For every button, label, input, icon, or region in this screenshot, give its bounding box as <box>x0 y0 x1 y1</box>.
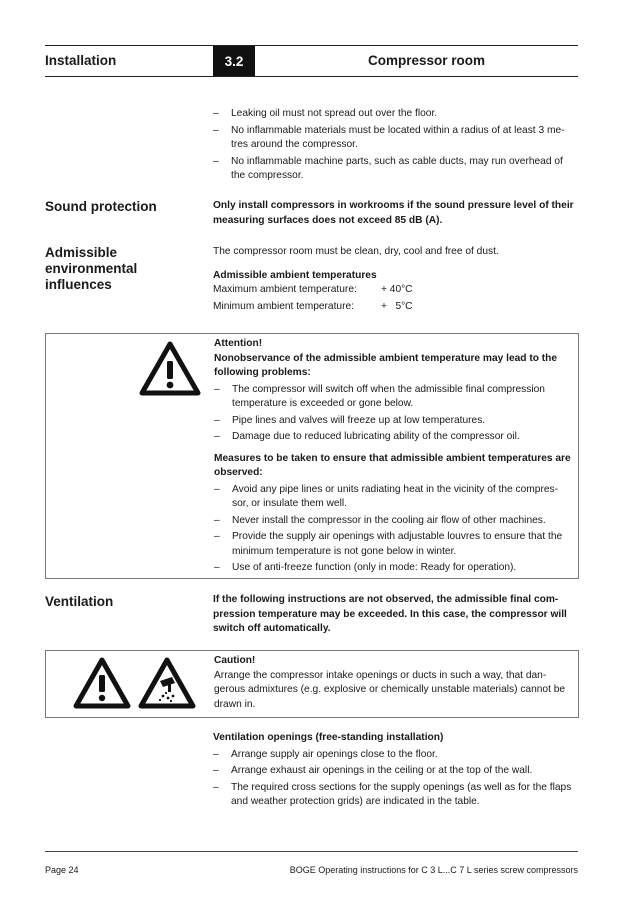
ventilation-text: If the following instructions are not observed, the admissible final com-pression temperature may be exceeded. In this case, the compressor will switch off automatically. <box>213 594 567 634</box>
caution-content <box>214 654 574 712</box>
list-item: – Use of anti-freeze function (only in mode: Ready for operation). <box>214 562 517 573</box>
openings-heading: Ventilation openings (free-standing installation) <box>213 732 444 743</box>
temperature-table <box>213 283 413 317</box>
page-number: Page 24 <box>45 865 79 875</box>
header-title: Compressor room <box>368 53 486 68</box>
footer-rule <box>45 851 578 852</box>
ventilation-heading: Ventilation <box>45 594 114 609</box>
table-row: Maximum ambient temperature: + 40°C <box>213 284 413 295</box>
list-item: – Damage due to reduced lubricating ability of the compressor oil. <box>214 431 520 442</box>
environment-heading: Admissible environmental influences <box>45 245 138 292</box>
attention-lead: Nonobservance of the admissible ambient temperature may lead to the following problems: <box>214 352 558 378</box>
caution-box <box>45 650 579 718</box>
page-header <box>45 46 578 76</box>
list-item: – Leaking oil must not spread out over the floor. <box>213 108 438 119</box>
list-item: – Pipe lines and valves will freeze up at low temperatures. <box>214 414 486 426</box>
warning-triangle-icon <box>139 341 201 396</box>
caution-text: Arrange the compressor intake openings or ducts in such a way, that dan-gerous admixtures (e.g. explosive or chemically unstable materials) cannot be drawn in. <box>214 669 566 710</box>
list-item: – No inflammable materials must be located within a radius of at least 3 me-tres around the compressor. <box>213 124 565 150</box>
openings-section <box>213 731 578 812</box>
header-section: Installation <box>45 53 117 68</box>
table-row: Minimum ambient temperature: + 5°C <box>213 301 413 312</box>
list-item: – Arrange supply air openings close to the floor. <box>213 748 438 760</box>
problem-list <box>214 383 574 445</box>
sound-protection-text: Only install compressors in workrooms if the sound pressure level of their measuring surfaces does not exceed 85 dB (A). <box>213 200 574 226</box>
header-bottom-rule <box>45 76 578 77</box>
list-item: – Never install the compressor in the cooling air flow of other machines. <box>214 514 546 526</box>
warning-triangle-icon <box>73 657 131 709</box>
list-item: – Provide the supply air openings with adjustable louvres to ensure that the minimum temperature is not gone below in winter. <box>214 531 563 557</box>
caution-title: Caution! <box>214 655 256 666</box>
list-item: – Avoid any pipe lines or units radiating heat in the vicinity of the compres-sor, or insulate them well. <box>214 483 558 509</box>
measures-heading: Measures to be taken to ensure that admissible ambient temperatures are observed: <box>214 452 571 478</box>
temperatures-subheading: Admissible ambient temperatures <box>213 269 377 281</box>
attention-content <box>214 337 574 578</box>
header-chapter-number: 3.2 <box>213 46 255 76</box>
top-bullet-list <box>213 107 578 186</box>
sound-protection-heading: Sound protection <box>45 199 157 214</box>
footer-document-title: BOGE Operating instructions for C 3 L...C 7 L series screw compressors <box>289 865 578 875</box>
list-item: – The compressor will switch off when the admissible final compression temperature is exceeded or gone below. <box>214 383 545 409</box>
attention-box <box>45 333 579 579</box>
list-item: – Arrange exhaust air openings in the ceiling or at the top of the wall. <box>213 765 533 776</box>
attention-title: Attention! <box>214 338 263 349</box>
list-item: – No inflammable machine parts, such as cable ducts, may run overhead of the compressor. <box>213 155 563 181</box>
environment-section <box>213 245 578 317</box>
environment-intro: The compressor room must be clean, dry, cool and free of dust. <box>213 246 499 257</box>
measures-list <box>214 483 574 576</box>
list-item: – The required cross sections for the supply openings (as well as for the flaps and weather protection grids) are indicated in the table. <box>213 781 572 807</box>
explosive-hazard-icon <box>138 657 196 709</box>
